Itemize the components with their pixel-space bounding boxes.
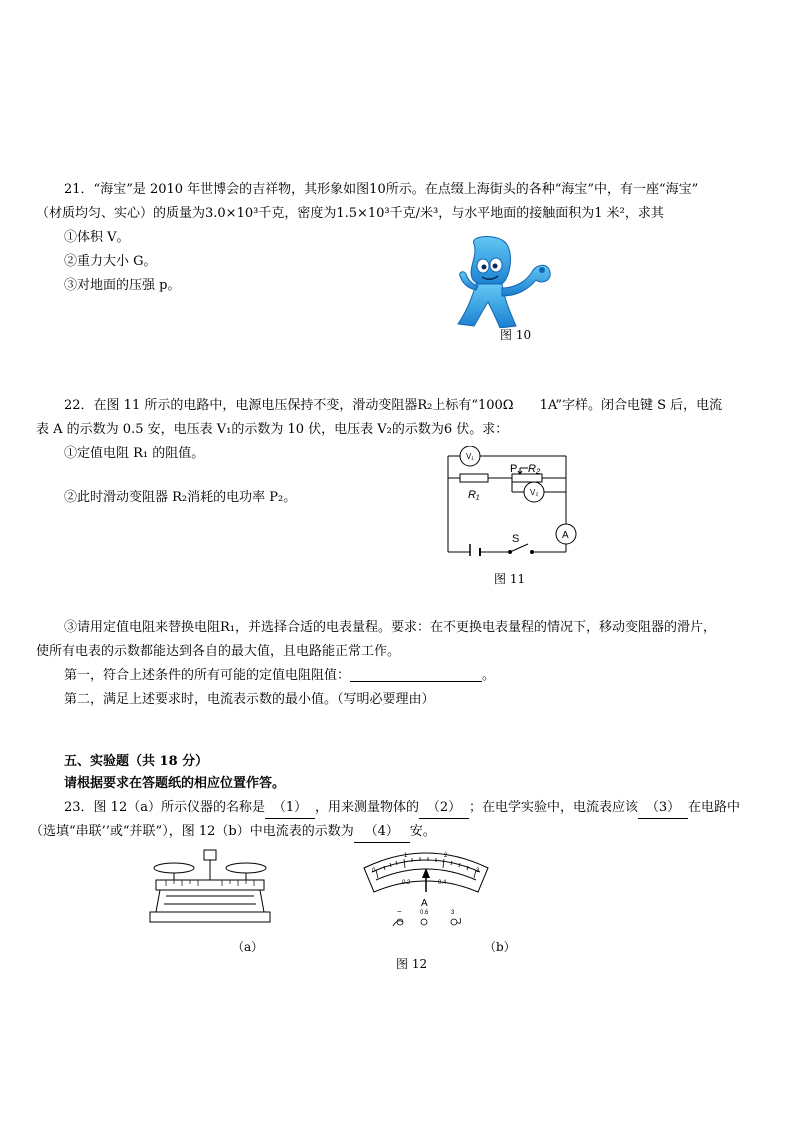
q22-sub1: ①定值电阻 R₁ 的阻值。 <box>64 446 205 461</box>
figure-12a-caption: （a） <box>232 940 264 954</box>
circuit-r2-label: R₂ <box>528 463 541 475</box>
ammeter-inner-tick-2: 0.4 <box>438 880 447 886</box>
figure-12b-ammeter <box>360 848 492 930</box>
q23-line1 <box>64 798 740 819</box>
ammeter-inner-tick-1: 0.2 <box>402 880 411 886</box>
figure-12b-caption: （b） <box>484 940 516 954</box>
q23-blank-2[interactable]: （2） <box>419 798 469 819</box>
circuit-v1-label: V₁ <box>466 452 475 461</box>
q22-line1: 22．在图 11 所示的电路中，电源电压保持不变，滑动变阻器R₂上标有“100Ω 1A”字样。闭合电键 S 后，电流 <box>64 398 723 413</box>
q22-first-suffix: 。 <box>482 668 496 683</box>
figure-10-caption: 图 10 <box>500 328 532 342</box>
ammeter-terminal-3: 3 <box>451 910 455 916</box>
figure-12a-balance <box>146 846 278 928</box>
q23-blank-4[interactable]: （4） <box>354 822 410 843</box>
ammeter-tick-3: 3 <box>476 868 480 874</box>
ammeter-terminal-06: 0.6 <box>420 910 429 916</box>
section5-title: 五、实验题（共 18 分） <box>64 754 209 769</box>
figure-11-caption: 图 11 <box>494 572 526 586</box>
circuit-p-label: P <box>510 463 518 475</box>
q23-line2 <box>30 822 436 843</box>
q22-sub2: ②此时滑动变阻器 R₂消耗的电功率 P₂。 <box>64 490 297 505</box>
q23-blank-3[interactable]: （3） <box>638 798 688 819</box>
q22-first-line <box>64 666 495 686</box>
q22-line2: 表 A 的示数为 0.5 安，电压表 V₁的示数为 10 伏，电压表 V₂的示数为6 伏。求： <box>36 422 509 437</box>
circuit-v2-label: V₂ <box>530 488 539 497</box>
q21-sub2: ②重力大小 G。 <box>64 254 157 269</box>
figure-12-caption: 图 12 <box>396 957 428 971</box>
q22-sub3-line1: ③请用定值电阻来替换电阻R₁，并选择合适的电表量程。要求：在不更换电表量程的情况下，移动变阻器的滑片， <box>64 620 717 635</box>
circuit-s-label: S <box>512 533 520 545</box>
figure-11-circuit <box>440 446 590 556</box>
circuit-r1-label: R₁ <box>468 489 480 501</box>
q22-first-answer-blank[interactable] <box>350 666 482 682</box>
ammeter-terminal-neg: − <box>397 907 402 916</box>
q22-second-line: 第二，满足上述要求时，电流表示数的最小值。（写明必要理由） <box>64 692 435 707</box>
section5-instruction: 请根据要求在答题纸的相应位置作答。 <box>64 776 286 791</box>
q21-line1: 21．“海宝”是 2010 年世博会的吉祥物，其形象如图10所示。在点缀上海街头的各种“海宝”中，有一座“海宝” <box>64 182 699 197</box>
q23-blank-1[interactable]: （1） <box>265 798 315 819</box>
q23-text-1: 23．图 12（a）所示仪器的名称是 <box>64 800 265 815</box>
ammeter-unit: A <box>421 898 428 909</box>
ammeter-tick-0: 0 <box>372 868 376 874</box>
q23-text-3: ；在电学实验中，电流表应该 <box>468 800 638 815</box>
q21-line2: （材质均匀、实心）的质量为3.0×10³千克，密度为1.5×10³千克/米³，与水平地面的接触面积为1 米²，求其 <box>36 206 664 221</box>
circuit-a-label: A <box>562 530 569 541</box>
q23-text-5: （选填“串联’’或“并联”），图 12（b）中电流表的示数为 <box>30 824 354 839</box>
q21-sub3: ③对地面的压强 p。 <box>64 278 181 293</box>
q23-text-4: 在电路中 <box>688 800 741 815</box>
q22-sub3-line2: 使所有电表的示数都能达到各自的最大值，且电路能正常工作。 <box>36 644 401 659</box>
q23-text-6: 安。 <box>409 824 436 839</box>
q22-first-prefix: 第一，符合上述条件的所有可能的定值电阻阻值： <box>64 668 351 683</box>
ammeter-tick-2: 2 <box>444 853 448 859</box>
ammeter-tick-1: 1 <box>404 853 408 859</box>
figure-10-haibao-mascot <box>452 232 562 342</box>
q23-text-2: ，用来测量物体的 <box>314 800 419 815</box>
q21-sub1: ①体积 V。 <box>64 230 130 245</box>
